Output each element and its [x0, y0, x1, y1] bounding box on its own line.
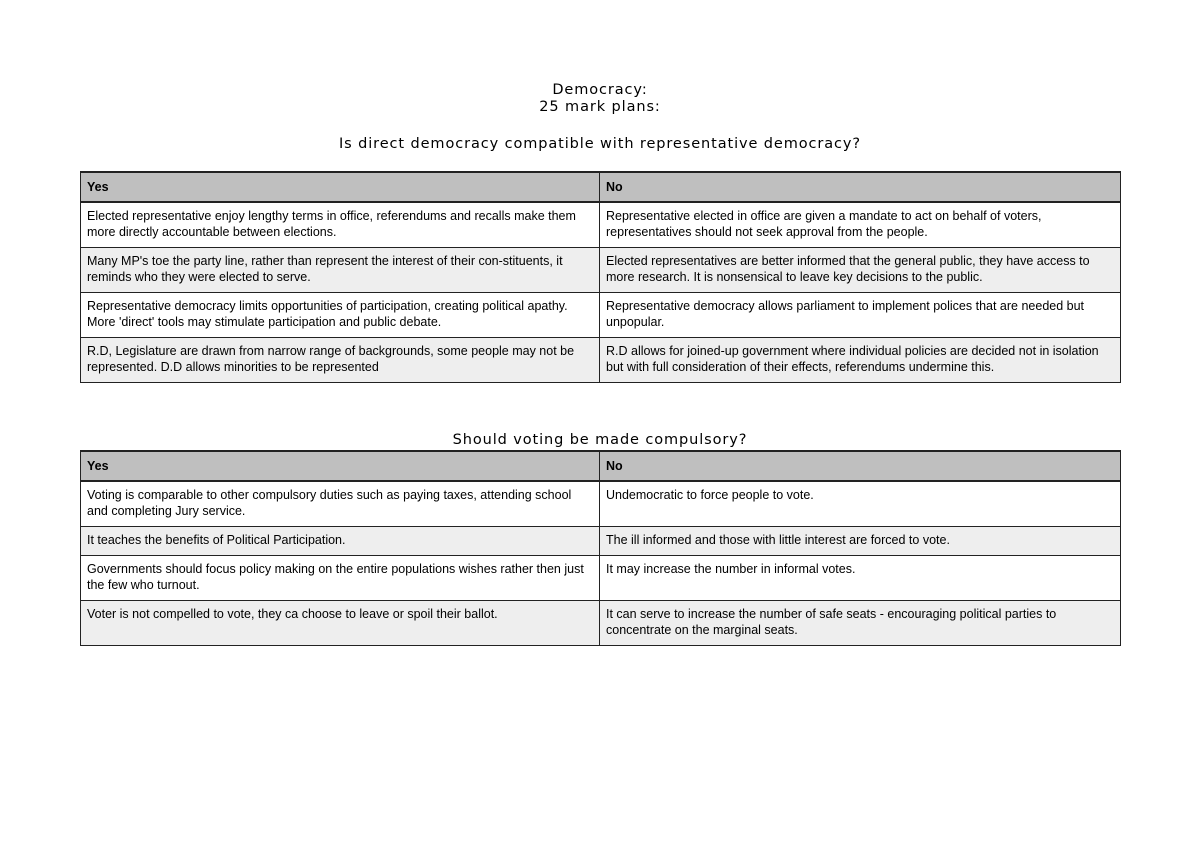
no-cell: Undemocratic to force people to vote. [600, 481, 1121, 527]
no-cell: It may increase the number in informal votes. [600, 556, 1121, 601]
table-row [81, 202, 1121, 248]
table-row [81, 481, 1121, 527]
section1-question: Is direct democracy compatible with representative democracy? [339, 136, 861, 152]
no-column-header: No [600, 451, 1121, 481]
no-cell: Elected representatives are better informed that the general public, they have access to more research. It is nonsensical to leave key decisions to the public. [600, 248, 1121, 293]
yes-cell: It teaches the benefits of Political Participation. [81, 527, 600, 556]
table-row [81, 293, 1121, 338]
no-cell: Representative democracy allows parliament to implement polices that are needed but unpopular. [600, 293, 1121, 338]
yes-cell: Voter is not compelled to vote, they ca choose to leave or spoil their ballot. [81, 601, 600, 646]
no-cell: The ill informed and those with little interest are forced to vote. [600, 527, 1121, 556]
yes-cell: Elected representative enjoy lengthy terms in office, referendums and recalls make them more directly accountable between elections. [81, 202, 600, 248]
yes-cell: Voting is comparable to other compulsory duties such as paying taxes, attending school and completing Jury service. [81, 481, 600, 527]
table-row [81, 338, 1121, 383]
yes-column-header: Yes [81, 172, 600, 202]
table-row [81, 527, 1121, 556]
table-header-row [81, 172, 1121, 202]
section2-question: Should voting be made compulsory? [452, 432, 748, 448]
no-cell: R.D allows for joined-up government where individual policies are decided not in isolation but with full consideration of their effects, referendums undermine this. [600, 338, 1121, 383]
yes-cell: Many MP's toe the party line, rather than represent the interest of their con-stituents, it reminds who they were elected to serve. [81, 248, 600, 293]
no-column-header: No [600, 172, 1121, 202]
document-subtitle: 25 mark plans: [539, 99, 661, 115]
yes-cell: R.D, Legislature are drawn from narrow range of backgrounds, some people may not be represented. D.D allows minorities to be represented [81, 338, 600, 383]
table-row [81, 556, 1121, 601]
table-header-row [81, 451, 1121, 481]
no-cell: Representative elected in office are given a mandate to act on behalf of voters, representatives should not seek approval from the people. [600, 202, 1121, 248]
yes-cell: Representative democracy limits opportunities of participation, creating political apathy. More 'direct' tools may stimulate participation and public debate. [81, 293, 600, 338]
direct-democracy-table [80, 171, 1121, 383]
table-row [81, 248, 1121, 293]
yes-cell: Governments should focus policy making on the entire populations wishes rather then just the few who turnout. [81, 556, 600, 601]
document-title: Democracy: [552, 82, 648, 98]
compulsory-voting-table [80, 450, 1121, 646]
no-cell: It can serve to increase the number of safe seats - encouraging political parties to concentrate on the marginal seats. [600, 601, 1121, 646]
yes-column-header: Yes [81, 451, 600, 481]
table-row [81, 601, 1121, 646]
